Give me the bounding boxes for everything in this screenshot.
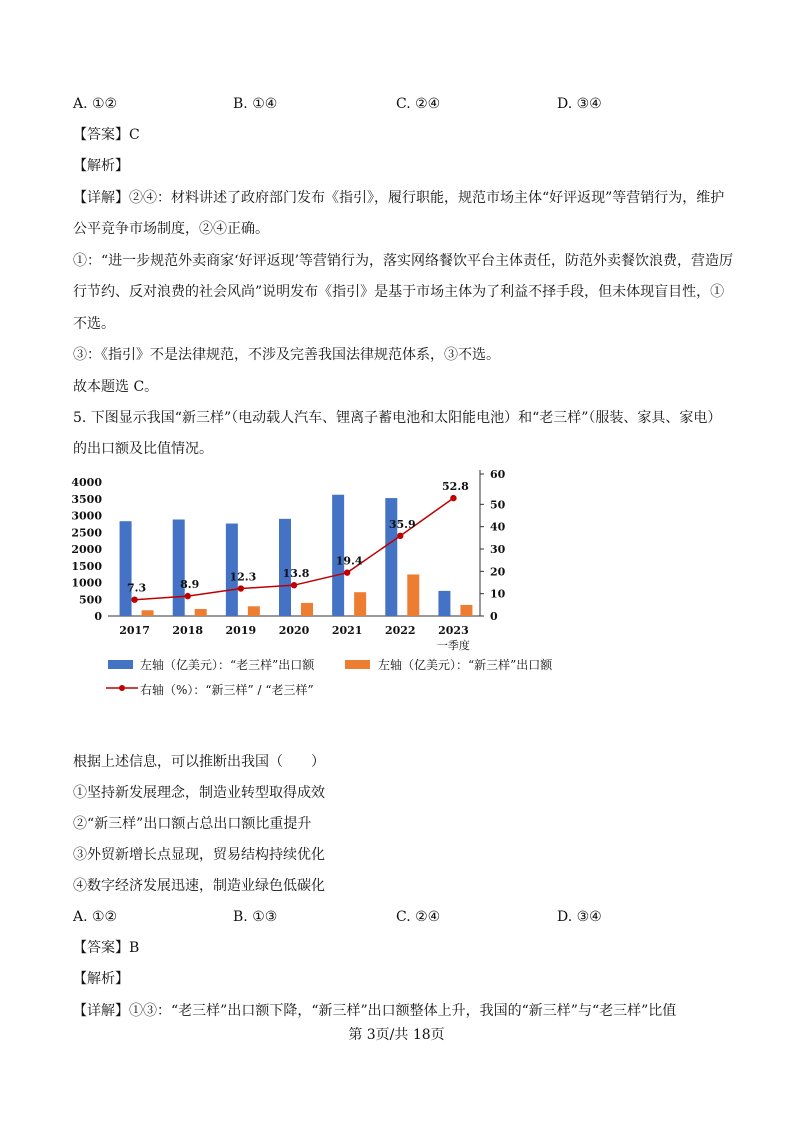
right-axis-tick-label: 10 — [490, 587, 506, 601]
right-axis-tick-label: 40 — [490, 520, 506, 534]
q4-option-b: B. ①④ — [233, 96, 278, 112]
left-axis-tick-label: 0 — [94, 610, 102, 623]
left-axis-tick-label: 3500 — [71, 492, 102, 506]
bar-new-three — [407, 574, 419, 616]
ratio-data-label: 19.4 — [335, 554, 363, 568]
right-axis-tick-label: 60 — [490, 468, 506, 481]
bar-old-three — [385, 498, 397, 616]
legend-label-new: 左轴（亿美元）：“新三样”出口额 — [378, 658, 553, 672]
bar-old-three — [173, 520, 185, 616]
q4-detail-line: 公平竞争市场制度，②④正确。 — [73, 221, 269, 237]
right-axis-tick-label: 20 — [490, 565, 506, 579]
q5-option-d: D. ③④ — [557, 909, 602, 925]
category-label: 2017 — [119, 624, 150, 637]
category-label: 2023 — [438, 624, 469, 637]
ratio-point — [344, 569, 350, 575]
bar-new-three — [354, 592, 366, 616]
q5-analysis-label: 【解析】 — [73, 971, 129, 987]
left-axis-tick-label: 1500 — [71, 559, 102, 573]
right-axis-tick-label: 30 — [490, 543, 506, 556]
q4-option-c: C. ②④ — [396, 96, 441, 112]
ratio-point — [291, 582, 297, 588]
ratio-data-label: 52.8 — [442, 480, 469, 494]
q4-answer: 【答案】C — [73, 127, 140, 143]
left-axis-tick-label: 1000 — [71, 576, 102, 590]
bar-new-three — [142, 610, 154, 616]
q5-statement: ①坚持新发展理念，制造业转型取得成效 — [73, 785, 325, 801]
q5-statement: ④数字经济发展迅速，制造业绿色低碳化 — [73, 878, 325, 894]
q5-stem-line: 5. 下图显示我国“新三样”（电动载人汽车、锂离子蓄电池和太阳能电池）和“老三样”（服装、家具、家电） — [73, 410, 722, 426]
bar-new-three — [195, 609, 207, 616]
q5-detail-line: 【详解】①③：“老三样”出口额下降，“新三样”出口额整体上升，我国的“新三样”与“老三样”比值 — [73, 1003, 677, 1019]
q4-analysis-label: 【解析】 — [73, 158, 129, 174]
q4-conclusion: 故本题选 C。 — [73, 379, 159, 395]
ratio-data-label: 35.9 — [388, 517, 416, 531]
ratio-data-label: 8.9 — [180, 578, 200, 592]
ratio-point — [450, 495, 456, 501]
left-axis-tick-label: 2000 — [71, 543, 102, 556]
legend-swatch-old — [108, 660, 133, 669]
category-sublabel: 一季度 — [436, 639, 470, 652]
ratio-point — [185, 593, 191, 599]
q5-stem-line: 的出口额及比值情况。 — [73, 441, 213, 457]
ratio-point — [238, 585, 244, 591]
category-label: 2021 — [331, 624, 363, 637]
right-axis-tick-label: 50 — [490, 498, 506, 512]
bar-old-three — [438, 591, 450, 616]
category-label: 2022 — [384, 624, 416, 637]
q4-detail-line: 行节约、反对浪费的社会风尚”说明发布《指引》是基于市场主体为了利益不择手段，但未体现盲目性，① — [73, 284, 725, 300]
q4-detail-line: 【详解】②④：材料讲述了政府部门发布《指引》，履行职能，规范市场主体“好评返现”等营销行为，维护 — [73, 190, 725, 206]
left-axis-tick-label: 500 — [79, 593, 102, 607]
legend-label-ratio: 右轴（%）：“新三样” / “老三样” — [140, 683, 314, 697]
bar-new-three — [301, 603, 313, 616]
left-axis-tick-label: 4000 — [71, 476, 102, 489]
left-axis-tick-label: 2500 — [71, 526, 102, 540]
q5-statement: ②“新三样”出口额占总出口额比重提升 — [73, 816, 312, 832]
left-axis-tick-label: 3000 — [71, 509, 102, 523]
q5-prompt: 根据上述信息，可以推断出我国（ ） — [73, 754, 325, 770]
q5-option-a: A. ①② — [73, 909, 118, 925]
q4-option-a: A. ①② — [73, 96, 118, 112]
ratio-data-label: 12.3 — [229, 570, 257, 584]
category-label: 2018 — [172, 624, 204, 637]
q5-statement: ③外贸新增长点显现，贸易结构持续优化 — [73, 847, 325, 863]
page-footer: 第 3页/共 18页 — [348, 1027, 445, 1043]
category-label: 2020 — [278, 624, 310, 637]
q5-answer: 【答案】B — [73, 940, 140, 956]
right-axis-tick-label: 0 — [490, 610, 498, 623]
bar-new-three — [248, 606, 260, 616]
bar-old-three — [120, 521, 132, 616]
q5-option-b: B. ①③ — [233, 909, 278, 925]
legend-swatch-new — [345, 660, 370, 669]
legend-swatch-ratio — [104, 682, 140, 694]
bar-new-three — [460, 605, 472, 616]
q4-detail-line: ③：《指引》不是法律规范，不涉及完善我国法律规范体系，③不选。 — [73, 347, 500, 363]
ratio-data-label: 7.3 — [127, 581, 147, 595]
ratio-point — [131, 596, 137, 602]
ratio-data-label: 13.8 — [282, 567, 310, 581]
legend-label-old: 左轴（亿美元）：“老三样”出口额 — [140, 658, 315, 672]
q4-detail-line: ①：“进一步规范外卖商家‘好评返现’等营销行为，落实网络餐饮平台主体责任，防范外卖餐饮浪费，营造厉 — [73, 253, 734, 269]
q5-option-c: C. ②④ — [396, 909, 441, 925]
q4-detail-line: 不选。 — [73, 316, 115, 332]
category-label: 2019 — [225, 624, 257, 637]
q4-option-d: D. ③④ — [557, 96, 602, 112]
ratio-point — [397, 533, 403, 539]
